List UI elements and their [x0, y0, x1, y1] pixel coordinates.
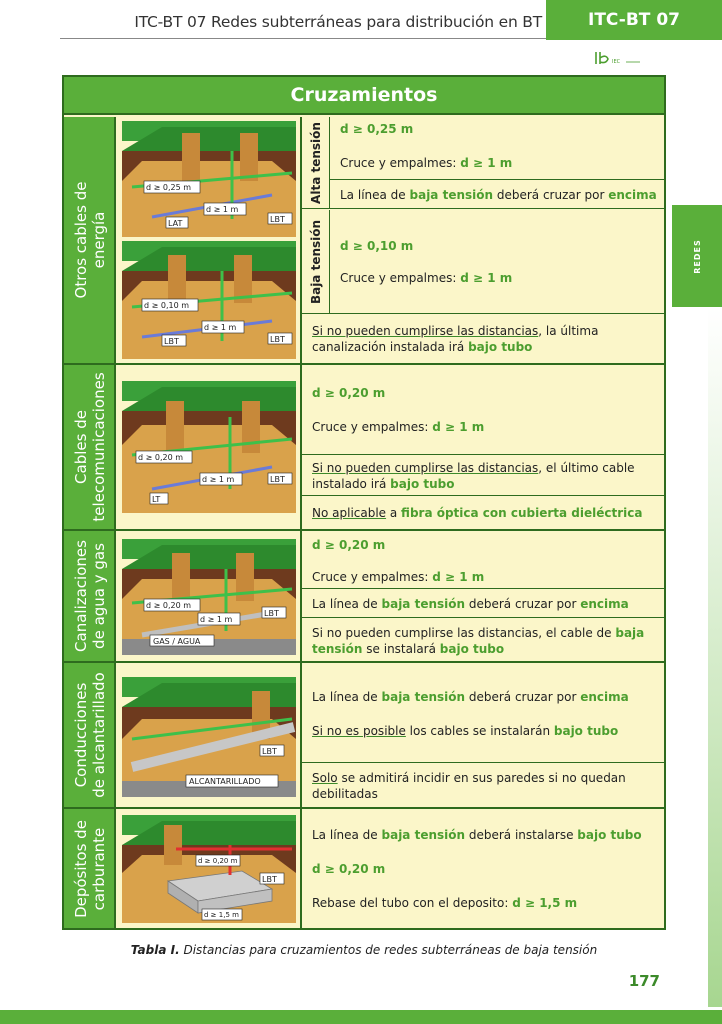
- distance-label: d ≥ 1,5 m: [204, 911, 239, 919]
- cable-label: LBT: [262, 875, 277, 884]
- text-span: deberá cruzar por: [493, 188, 609, 202]
- fiber-rule: [312, 505, 643, 521]
- side-gradient-stripe: [708, 307, 722, 1007]
- requirements-cell: [302, 365, 664, 529]
- text-span: deberá cruzar por: [465, 597, 581, 611]
- text-span: Si no pueden cumplirse las distancias: [312, 461, 539, 475]
- trench-illustration-fuel: [122, 815, 296, 923]
- distance-label: d ≥ 0,25 m: [146, 183, 192, 192]
- pipe-label: GAS / AGUA: [153, 637, 201, 646]
- text-span: Cruce y empalmes:: [340, 156, 461, 170]
- category-line: telecomunicaciones: [90, 372, 108, 522]
- text-span: La línea de: [312, 690, 382, 704]
- text-span: Cruce y empalmes:: [312, 420, 433, 434]
- overhang-rule: [312, 895, 577, 911]
- logo-text: IEC: [612, 59, 621, 65]
- caption-label: Tabla I.: [130, 943, 180, 957]
- tube-rule: [312, 827, 642, 843]
- cable-label: LAT: [168, 219, 183, 228]
- distance-value: d ≥ 0,25 m: [340, 122, 414, 136]
- caption-text: Distancias para cruzamientos de redes subterráneas de baja tensión: [179, 943, 598, 957]
- text-span: , el último cable instalado irá: [312, 461, 635, 491]
- illustration-cell: [116, 117, 302, 363]
- category-line: Cables de: [72, 410, 90, 484]
- table-caption: [62, 943, 666, 957]
- page-number: 177: [628, 972, 660, 990]
- pipe-label: ALCANTARILLADO: [189, 777, 261, 786]
- cable-label: LBT: [270, 475, 285, 484]
- low-voltage-label: [302, 210, 330, 313]
- note-block: [302, 663, 664, 763]
- text-span: se instalará: [362, 642, 440, 656]
- requirements-cell: [302, 531, 664, 661]
- text-span: La línea de: [340, 188, 410, 202]
- distance-block: [302, 531, 664, 589]
- text-span: La línea de: [312, 597, 382, 611]
- cable-label: LBT: [164, 337, 179, 346]
- vertical-label: Baja tensión: [309, 219, 323, 304]
- cable-label: LBT: [270, 215, 285, 224]
- header-title: ITC-BT 07 Redes subterráneas para distribución en BT: [134, 13, 542, 31]
- note-block: [302, 764, 664, 809]
- distance-value: d ≥ 0,10 m: [340, 239, 414, 253]
- illustration-cell: [116, 365, 302, 529]
- category-line: Otros cables de: [72, 181, 90, 299]
- cross-rule: [312, 419, 484, 435]
- text-span: encima: [608, 188, 657, 202]
- cross-above-rule: [312, 689, 629, 705]
- text-span: Rebase del tubo con el deposito:: [312, 896, 513, 910]
- distance-block: [302, 365, 664, 455]
- cable-label: LT: [152, 495, 161, 504]
- category-energy: [64, 117, 116, 363]
- wall-rule: [312, 770, 657, 802]
- header-rule: [60, 38, 546, 39]
- table-row-water-gas: [64, 531, 664, 663]
- text-span: baja tensión: [312, 626, 645, 656]
- distance-label: d ≥ 1 m: [202, 475, 235, 484]
- trench-illustration-sewer: [122, 677, 296, 797]
- illustration-cell: [116, 663, 302, 807]
- requirements-cell: [302, 117, 664, 363]
- distance-label: d ≥ 0,20 m: [198, 857, 238, 865]
- distance-label: d ≥ 1 m: [204, 323, 237, 332]
- note-block: [302, 497, 664, 531]
- text-span: Si no pueden cumplirse las distancias, el cable de: [312, 626, 616, 640]
- text-span: baja tensión: [381, 690, 466, 704]
- text-span: deberá instalarse: [465, 828, 578, 842]
- text-span: bajo tubo: [390, 477, 455, 491]
- text-span: bajo tubo: [468, 340, 533, 354]
- cable-label: LBT: [270, 335, 285, 344]
- note-block: [302, 315, 664, 365]
- category-line: energía: [90, 211, 108, 269]
- cable-label: LBT: [262, 747, 277, 756]
- cross-rule: [312, 569, 484, 585]
- table-row-energy: [64, 117, 664, 365]
- text-span: , la última canalización instalada irá: [312, 324, 599, 354]
- text-span: Si no pueden cumplirse las distancias: [312, 324, 539, 338]
- cross-above-rule: [312, 596, 629, 612]
- text-span: baja tensión: [381, 828, 466, 842]
- table-row-fuel: [64, 809, 664, 928]
- category-line: de alcantarillado: [90, 672, 108, 798]
- trench-illustration-lbt: [122, 241, 296, 359]
- category-water-gas: [64, 531, 116, 661]
- illustration-cell: [116, 531, 302, 661]
- cross-rule: [340, 270, 512, 286]
- text-span: La línea de: [312, 828, 382, 842]
- footer-bar: [0, 1010, 722, 1024]
- text-span: d ≥ 1,5 m: [512, 896, 578, 910]
- tube-rule: [312, 723, 618, 739]
- text-span: los cables se instalarán: [405, 724, 554, 738]
- text-span: Cruce y empalmes:: [340, 271, 461, 285]
- cross-rule: [340, 155, 512, 171]
- distance-label: d ≥ 1 m: [200, 615, 233, 624]
- cable-label: LBT: [264, 609, 279, 618]
- text-span: deberá cruzar por: [465, 690, 581, 704]
- text-span: encima: [580, 690, 629, 704]
- tube-rule: [312, 460, 657, 492]
- side-tab-label: REDES: [692, 238, 702, 274]
- requirements-cell: [302, 663, 664, 807]
- vertical-label: Alta tensión: [309, 121, 323, 204]
- tube-rule: [312, 323, 657, 355]
- category-telecom: [64, 365, 116, 529]
- table-row-sewer: [64, 663, 664, 809]
- low-voltage-block: [302, 210, 664, 314]
- text-span: Solo: [312, 771, 338, 785]
- text-span: No aplicable: [312, 506, 387, 520]
- distance-value: d ≥ 0,20 m: [312, 862, 386, 876]
- category-line: Canalizaciones: [72, 540, 90, 652]
- requirements-cell: [302, 809, 664, 928]
- text-span: bajo tubo: [553, 724, 619, 738]
- text-span: bajo tubo: [577, 828, 642, 842]
- text-span: a: [386, 506, 402, 520]
- note-block: [302, 590, 664, 618]
- text-span: baja tensión: [381, 597, 466, 611]
- logo-icon: [592, 50, 642, 66]
- text-span: d ≥ 1 m: [460, 271, 513, 285]
- section-side-tab: [672, 205, 722, 307]
- table-row-telecom: [64, 365, 664, 531]
- distance-label: d ≥ 0,20 m: [146, 601, 192, 610]
- distance-value: d ≥ 0,20 m: [312, 538, 386, 552]
- cross-above-rule: [340, 187, 657, 203]
- illustration-cell: [116, 809, 302, 928]
- table-title: Cruzamientos: [64, 77, 664, 115]
- header-tab: ITC-BT 07: [546, 0, 722, 40]
- text-span: Cruce y empalmes:: [312, 570, 433, 584]
- trench-illustration-lat: [122, 121, 296, 237]
- note-block: [302, 619, 664, 663]
- category-line: Depósitos de: [72, 819, 90, 918]
- text-span: d ≥ 1 m: [460, 156, 513, 170]
- text-span: d ≥ 1 m: [432, 420, 485, 434]
- distance-value: d ≥ 0,20 m: [312, 386, 386, 400]
- text-span: Si no es posible: [312, 724, 406, 738]
- text-span: encima: [580, 597, 629, 611]
- trench-illustration-telecom: [122, 381, 296, 513]
- distance-label: d ≥ 0,20 m: [138, 453, 184, 462]
- text-span: se admitirá incidir en sus paredes si no quedan debilitadas: [312, 771, 626, 801]
- trench-illustration-water-gas: [122, 539, 296, 655]
- high-voltage-label: [302, 117, 330, 208]
- category-sewer: [64, 663, 116, 807]
- category-line: de agua y gas: [90, 543, 108, 649]
- category-line: carburante: [90, 827, 108, 910]
- crossings-table: [62, 75, 666, 930]
- text-span: d ≥ 1 m: [432, 570, 485, 584]
- note-block: [302, 456, 664, 496]
- category-line: Conducciones: [72, 682, 90, 788]
- distance-label: d ≥ 1 m: [206, 205, 239, 214]
- high-voltage-block: [302, 117, 664, 209]
- distance-label: d ≥ 0,10 m: [144, 301, 190, 310]
- category-fuel: [64, 809, 116, 928]
- text-span: bajo tubo: [439, 642, 505, 656]
- text-span: fibra óptica con cubierta dieléctrica: [401, 506, 643, 520]
- text-span: baja tensión: [409, 188, 494, 202]
- tube-rule: [312, 625, 657, 657]
